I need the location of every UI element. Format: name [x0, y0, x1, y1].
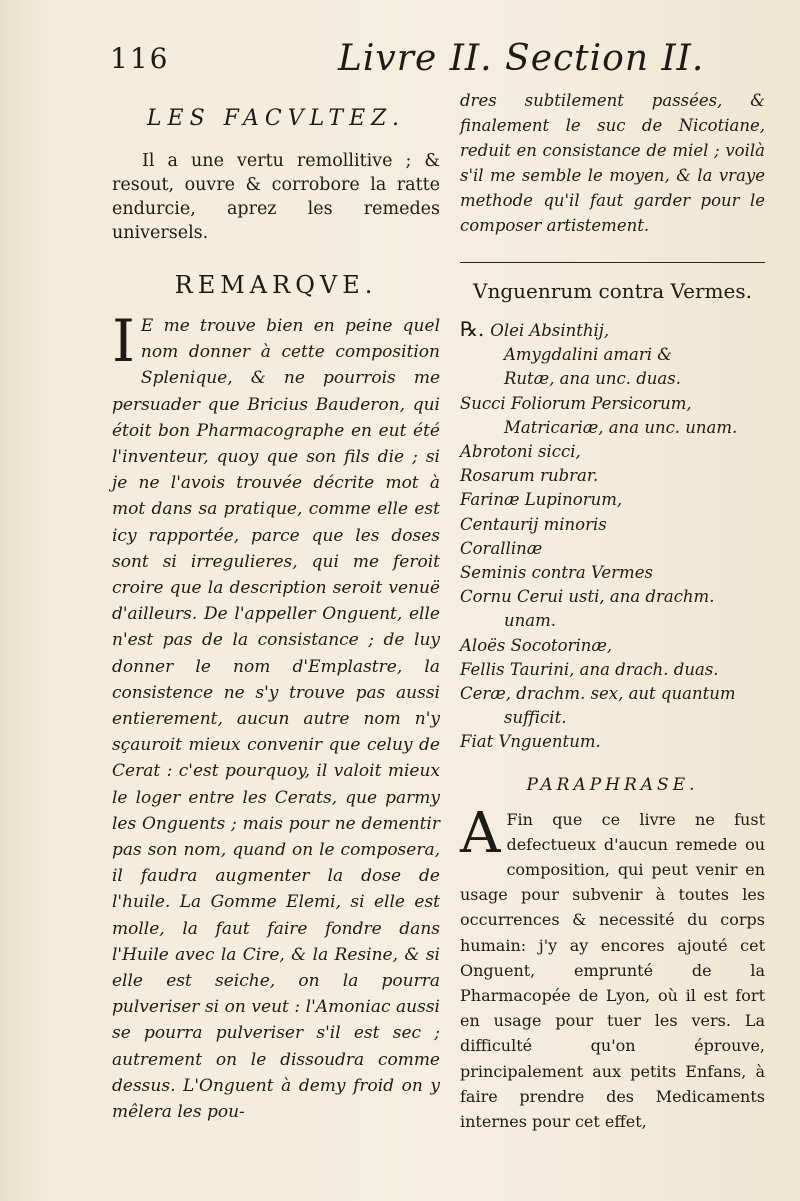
recipe-line [460, 464, 765, 488]
recipe-line-text: Succi Foliorum Persicorum, [460, 393, 692, 413]
recipe-line [460, 317, 765, 343]
recipe-line-text: unam. [504, 611, 556, 631]
recipe-line [460, 585, 765, 609]
page-number: 116 [110, 42, 170, 75]
continued-paragraph: dres subtilement passées, & finalement le suc de Nicotiane, reduit en consistance de miel ; voilà s'il me semble le moyen, & la vraye methode qu'il faut garder pour le composer artistement. [460, 91, 765, 235]
recipe-line [460, 537, 765, 561]
recipe-line [460, 634, 765, 658]
recipe-line-text: Rosarum rubrar. [460, 466, 599, 486]
recipe-list [460, 317, 765, 755]
remarque-heading: REMARQVE. [174, 271, 378, 299]
recipe-line-text: Amygdalini amari & [504, 345, 672, 365]
drop-cap: I [112, 307, 135, 375]
left-column [112, 88, 440, 1125]
remarque-paragraph [112, 307, 440, 1125]
recipe-line-text: Rutæ, ana unc. duas. [504, 369, 681, 389]
recipe-line-text: sufficit. [504, 708, 567, 728]
recipe-line [460, 513, 765, 537]
recipe-line-text: Abrotoni sicci, [460, 442, 581, 462]
recipe-line-text: Ceræ, drachm. sex, aut quantum [460, 684, 736, 704]
recipe-line-text: Farinæ Lupinorum, [460, 490, 623, 510]
recipe-line [460, 392, 765, 416]
recipe-symbol: ℞. [460, 317, 485, 341]
recipe-line-text: Matricariæ, ana unc. unam. [504, 417, 738, 437]
recipe-line [460, 609, 765, 633]
recipe-line-text: Aloës Socotorinæ, [460, 635, 613, 655]
paraphrase-heading: PARAPHRASE. [526, 774, 699, 795]
paraphrase-paragraph [460, 800, 765, 1135]
recipe-line [460, 682, 765, 706]
recipe-line-text: Seminis contra Vermes [460, 563, 653, 583]
remarque-body: E me trouve bien en peine quel nom donner à cette composition Splenique, & ne pourrois me persuader que Bricius Bauderon, qui étoit bon Pharmacographe en eut été l'inventeur, quoy que son fils die ; si je ne l'avois trouvée décrite mot à mot dans sa pratique, comme elle est icy rapportée, parce que les doses sont si irregulieres, qui me feroit croire que la description seroit venuë d'ailleurs. De l'appeller Onguent, elle n'est pas de la consistance ; de luy donner le nom d'Emplastre, la consistence ne s'y trouve pas aussi entierement, aucun autre nom n'y sçauroit mieux convenir que celuy de Cerat : c'est pourquoy, il valoit mieux le loger entre les Cerats, que parmy les Onguents ; mais pour ne dementir pas son nom, quand on le composera, il faudra augmenter la dose de l'huile. La Gomme Elemi, si elle est molle, la faut faire fondre dans l'Huile avec la Cire, & la Resine, & si elle est seiche, on la pourra pulveriser si on veut : l'Amoniac aussi se pourra pulveriser s'il est sec ; autrement on le dissoudra comme dessus. L'Onguent à demy froid on y mêlera les pou- [112, 316, 440, 1123]
page-header [0, 36, 800, 86]
recipe-line [460, 416, 765, 440]
facultez-heading: LES FACVLTEZ. [146, 106, 406, 131]
recipe-line [460, 488, 765, 512]
section-divider [460, 262, 765, 263]
recipe-line [460, 730, 765, 754]
drop-cap: A [460, 800, 501, 866]
recipe-line [460, 706, 765, 730]
recipe-line-text: Fiat Vnguentum. [460, 732, 601, 752]
recipe-line-text: Cornu Cerui usti, ana drachm. [460, 587, 715, 607]
recipe-line-text: Olei Absinthij, [490, 321, 610, 340]
recipe-line-text: Corallinæ [460, 538, 543, 558]
recipe-line-text: Centaurij minoris [460, 514, 607, 534]
recipe-heading: Vnguenrum contra Vermes. [473, 279, 752, 303]
recipe-line [460, 561, 765, 585]
recipe-line [460, 367, 765, 391]
right-column [460, 88, 765, 1134]
recipe-line [460, 658, 765, 682]
facultez-paragraph: Il a une vertu remollitive ; & resout, ouvre & corrobore la ratte endurcie, aprez les remedes universels. [112, 151, 440, 243]
running-title: Livre II. Section II. [338, 38, 705, 79]
paraphrase-body: Fin que ce livre ne fust defectueux d'aucun remede ou composition, qui peut venir en usage pour subvenir à toutes les occurrences & necessité du corps humain: j'y ay encores ajouté cet Onguent, emprunté de la Pharmacopée de Lyon, où il est fort en usage pour tuer les vers. La difficulté qu'on éprouve, principalement aux petits Enfans, à faire prendre des Medicaments internes pour cet effet, [460, 809, 765, 1132]
recipe-line [460, 343, 765, 367]
recipe-line-text: Fellis Taurini, ana drach. duas. [460, 659, 719, 679]
recipe-line [460, 440, 765, 464]
